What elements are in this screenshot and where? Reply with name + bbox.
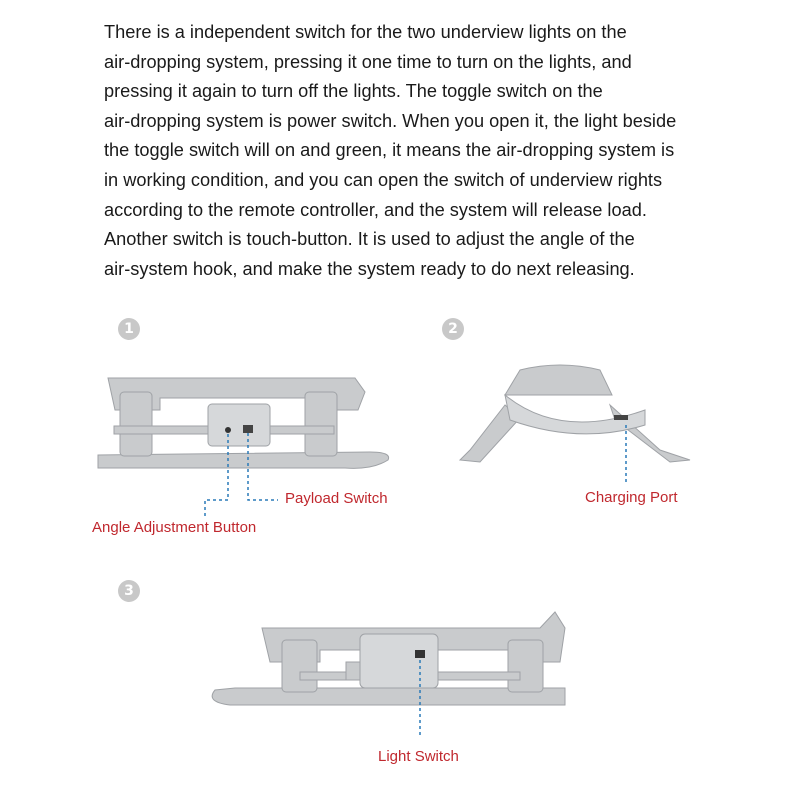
intro-line: the toggle switch will on and green, it means the air-dropping system is [104,140,675,161]
intro-line: air-system hook, and make the system ready to do next releasing. [104,258,635,279]
payload-switch-label: Payload Switch [285,490,388,507]
step-3-badge: 3 [118,580,140,602]
intro-line: There is a independent switch for the two underview lights on the [104,22,627,42]
intro-line: pressing it again to turn off the lights. The toggle switch on the [104,81,603,102]
light-switch-label: Light Switch [378,748,459,765]
intro-line: air-dropping system, pressing it one time to turn on the lights, and [104,51,632,72]
charging-port-label: Charging Port [585,489,678,506]
step-2-badge: 2 [442,318,464,340]
intro-line: Another switch is touch-button. It is used to adjust the angle of the [104,229,635,250]
intro-line: air-dropping system is power switch. When you open it, the light beside [104,110,677,131]
intro-line: in working condition, and you can open the switch of underview rights [104,169,663,190]
angle-adjustment-button-label: Angle Adjustment Button [92,519,257,536]
intro-line: according to the remote controller, and the system will release load. [104,199,647,220]
step-1-badge: 1 [118,318,140,340]
